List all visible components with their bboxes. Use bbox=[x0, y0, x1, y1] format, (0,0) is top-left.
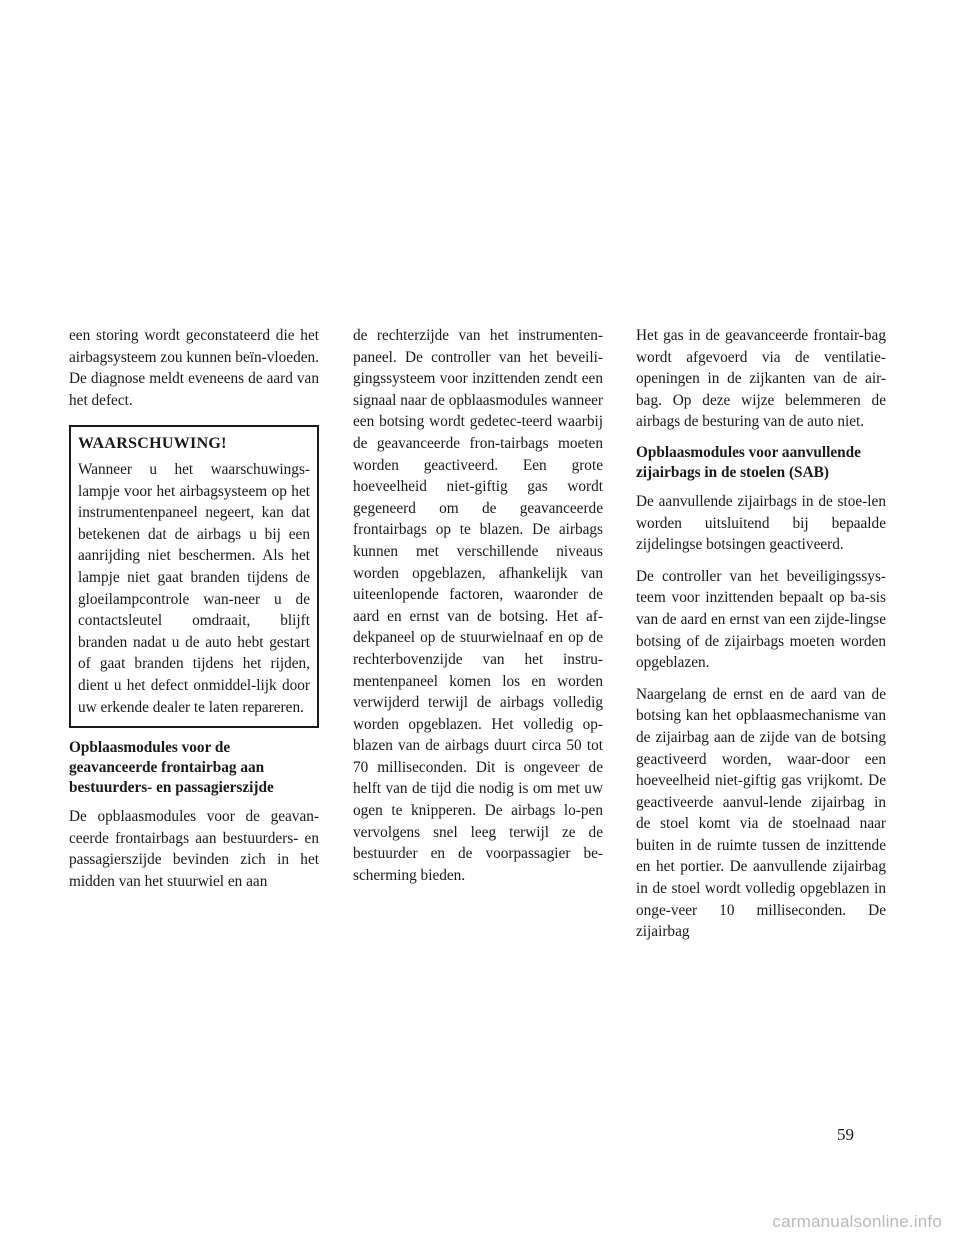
sab-paragraph-2: De controller van het beveiligingssys-teem voor inzittenden bepaalt op ba-sis van de aard en ernst van een zijde-lingse botsing of de zijairbags moeten worden opgeblazen. bbox=[636, 567, 886, 672]
section-heading-sab: Opblaasmodules voor aanvullende zijairbags in de stoelen (SAB) bbox=[636, 443, 861, 481]
watermark: carmanualsonline.info bbox=[772, 1212, 942, 1231]
column-3 bbox=[636, 325, 886, 953]
intro-paragraph: een storing wordt geconstateerd die het airbagsysteem zou kunnen beïn-vloeden. De diagnose meldt eveneens de aard van het defect. bbox=[69, 327, 319, 409]
frontairbag-paragraph: De opblaasmodules voor de geavan-ceerde frontairbags aan bestuurders- en passagierszijde bevinden zich in het midden van het stuurwiel en aan bbox=[69, 808, 319, 890]
page-number: 59 bbox=[837, 1125, 854, 1144]
warning-box bbox=[69, 425, 319, 728]
sab-paragraph-1: De aanvullende zijairbags in de stoe-len worden uitsluitend bij bepaalde zijdelingse botsingen geactiveerd. bbox=[636, 492, 886, 554]
warning-text: Wanneer u het waarschuwings-lampje voor het airbagsysteem op het instrumentenpaneel negeert, kan dat betekenen dat de airbags u bij een aanrijding niet beschermen. Als het lampje niet gaat branden tijdens de gloeilampcontrole wan-neer u de contactsleutel omdraait, blijft branden nadat u de auto hebt gestart of gaat branden tijdens het rijden, dient u het defect onmiddel-lijk door uw erkende dealer te laten repareren. bbox=[78, 460, 310, 716]
warning-title: WAARSCHUWING! bbox=[78, 435, 227, 453]
frontairbag-continued-paragraph: de rechterzijde van het instrumenten-paneel. De controller van het beveili-gingssysteem voor inzittenden zendt een signaal naar de opblaasmodules wanneer een botsing wordt gedetec-teerd waarbij de geavanceerde fron-tairbags moeten worden geactiveerd. Een grote hoeveelheid niet-giftig gas wordt gegeneerd om de geavanceerde frontairbags op te blazen. De airbags kunnen met verschillende niveaus worden opgeblazen, afhankelijk van uiteenlopende factoren, waaronder de aard en ernst van de botsing. Het af-dekpaneel op de stuurwielnaaf en op de rechterbovenzijde van het instru-mentenpaneel komen los en worden verwijderd terwijl de airbags volledig worden opgeblazen. Het volledig op-blazen van de airbags duurt circa 50 tot 70 milliseconden. Dit is ongeveer de helft van de tijd die nodig is om met uw ogen te knipperen. De airbags lo-pen vervolgens snel leeg terwijl ze de bestuurder en de voorpassagier be-scherming bieden. bbox=[353, 327, 603, 884]
section-heading-frontairbag: Opblaasmodules voor de geavanceerde frontairbag aan bestuurders- en passagierszijde bbox=[69, 739, 274, 797]
sab-paragraph-3: Naargelang de ernst en de aard van de botsing kan het opblaasmechanisme van de zijairbag aan de zijde van de botsing geactiveerd worden, waar-door een hoeveelheid niet-giftig gas vrijkomt. De geactiveerde aanvul-lende zijairbag in de stoel komt via de stoelnaad naar buiten in de ruimte tussen de inzittende en het portier. De aanvullende zijairbag in de stoel wordt volledig opgeblazen in onge-veer 10 milliseconden. De zijairbag bbox=[636, 685, 886, 941]
gas-paragraph: Het gas in de geavanceerde frontair-bag wordt afgevoerd via de ventilatie-openingen in de zijkanten van de air-bag. Op deze wijze belemmeren de airbags de besturing van de auto niet. bbox=[636, 327, 886, 431]
column-1 bbox=[69, 325, 319, 902]
column-2 bbox=[353, 325, 603, 896]
